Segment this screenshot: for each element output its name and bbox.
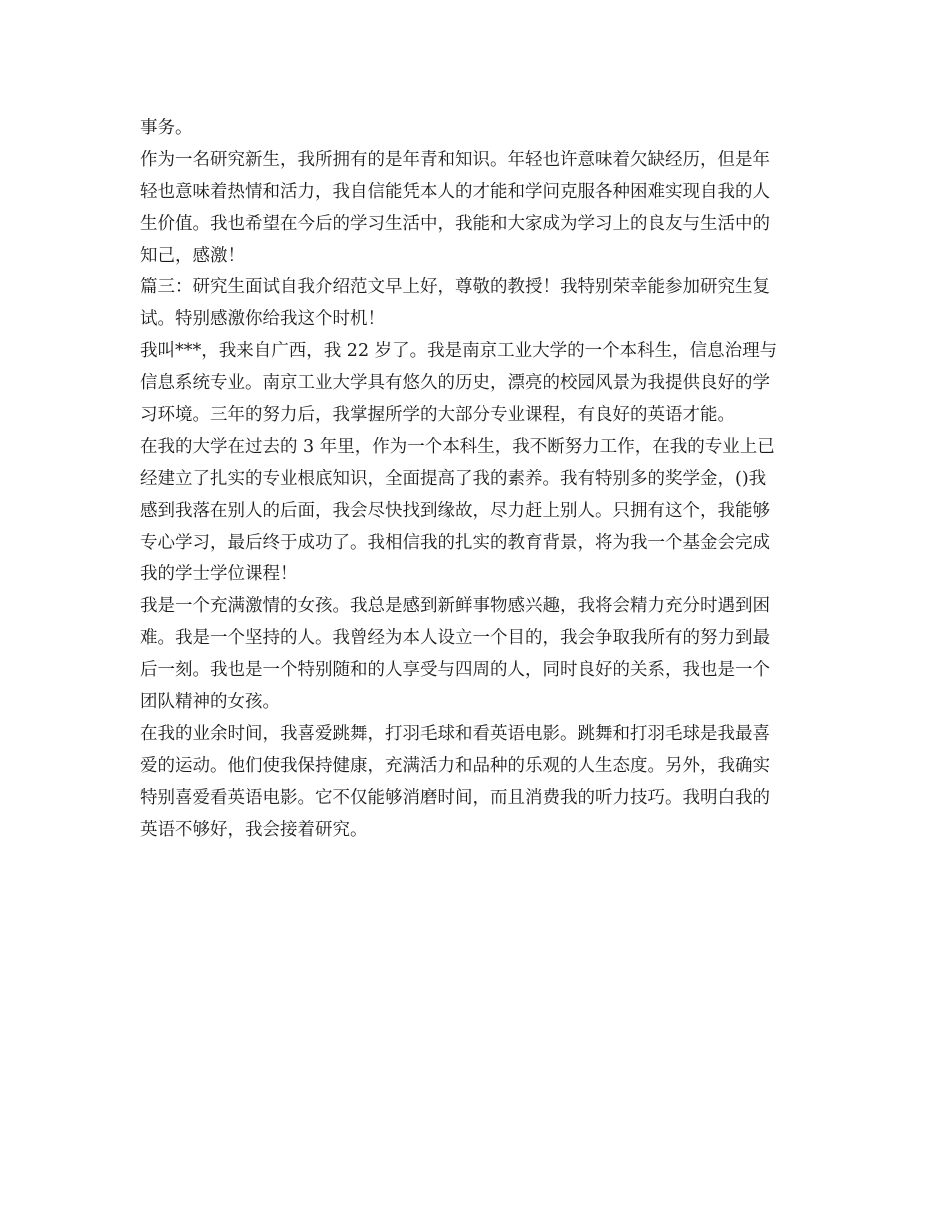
text-line: 特别喜爱看英语电影。它不仅能够消磨时间，而且消费我的听力技巧。我明白我的 [140,787,770,808]
text-line: 试。特别感激你给我这个时机！ [140,309,385,330]
text-line: 信息系统专业。南京工业大学具有悠久的历史，漂亮的校园风景为我提供良好的学 [140,373,770,394]
text-line: 我是一个充满激情的女孩。我总是感到新鲜事物感兴趣，我将会精力充分时遇到困 [140,596,770,617]
text-line: 在我的业余时间，我喜爱跳舞，打羽毛球和看英语电影。跳舞和打羽毛球是我最喜 [140,723,770,744]
text-line: 习环境。三年的努力后，我掌握所学的大部分专业课程，有良好的英语才能。 [140,405,735,426]
text-line: 事务。 [140,118,193,138]
text-line: 难。我是一个坚持的人。我曾经为本人设立一个目的，我会争取我所有的努力到最 [140,628,770,649]
text-line: 爱的运动。他们使我保持健康，充满活力和品种的乐观的人生态度。另外，我确实 [140,755,770,776]
text-line: 经建立了扎实的专业根底知识，全面提高了我的素养。我有特别多的奖学金，()我 [140,468,767,489]
text-line: 感到我落在别人的后面，我会尽快找到缘故，尽力赶上别人。只拥有这个，我能够 [140,500,770,521]
document-body [140,113,816,846]
text-line: 团队精神的女孩。 [140,692,280,713]
text-line: 我的学士学位课程！ [140,564,298,585]
text-line: 轻也意味着热情和活力，我自信能凭本人的才能和学问克服各种困难实现自我的人 [140,181,770,202]
text-line: 生价值。我也希望在今后的学习生活中，我能和大家成为学习上的良友与生活中的 [140,213,770,234]
text-line: 后一刻。我也是一个特别随和的人享受与四周的人，同时良好的关系，我也是一个 [140,660,770,681]
text-line: 作为一名研究新生，我所拥有的是年青和知识。年轻也许意味着欠缺经历，但是年 [140,149,770,170]
text-line: 专心学习，最后终于成功了。我相信我的扎实的教育背景，将为我一个基金会完成 [140,532,770,553]
text-line: 知己，感激！ [140,245,245,266]
text-line: 英语不够好，我会接着研究。 [140,819,368,840]
section-heading-line: 篇三：研究生面试自我介绍范文早上好，尊敬的教授！我特别荣幸能参加研究生复 [140,277,770,298]
text-line: 我叫***，我来自广西，我 22 岁了。我是南京工业大学的一个本科生，信息治理与 [140,341,778,362]
text-line: 在我的大学在过去的 3 年里，作为一个本科生，我不断努力工作，在我的专业上已 [140,436,775,457]
